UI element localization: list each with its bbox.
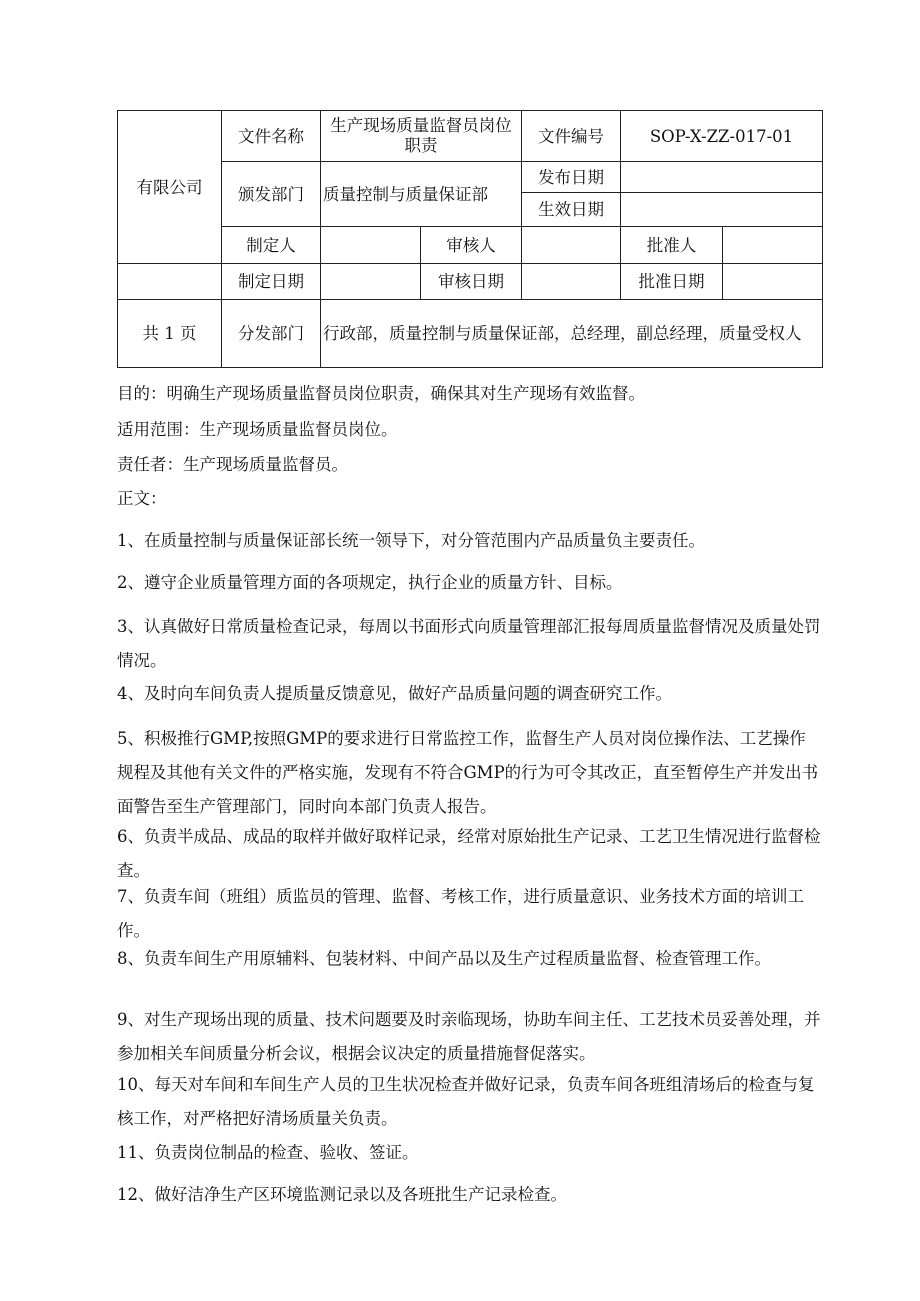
issue-dept-value: 质量控制与质量保证部 — [321, 162, 522, 227]
approve-date-label: 批准日期 — [621, 264, 723, 300]
approve-date-value — [723, 264, 823, 300]
review-date-label: 审核日期 — [421, 264, 522, 300]
main-label: 正文： — [117, 489, 167, 508]
item-5: 5、积极推行GMP,按照GMP的要求进行日常监控工作，监督生产人员对岗位操作法、工艺操作规程及其他有关文件的严格实施，发现有不符合GMP的行为可令其改正，直至暂停生产并发出书面警告至生产管理部门，同时向本部门负责人报告。 — [117, 729, 819, 816]
item-2: 2、遵守企业质量管理方面的各项规定，执行企业的质量方针、目标。 — [117, 573, 623, 592]
author-value — [321, 227, 421, 264]
purpose-text: 目的：明确生产现场质量监督员岗位职责，确保其对生产现场有效监督。 — [117, 384, 645, 403]
review-date-value — [522, 264, 621, 300]
company-name: 有限公司 — [118, 111, 222, 264]
issue-dept-label: 颁发部门 — [222, 162, 321, 227]
author-date-value — [321, 264, 421, 300]
item-4: 4、及时向车间负责人提质量反馈意见，做好产品质量问题的调查研究工作。 — [117, 684, 672, 703]
approver-label: 批准人 — [621, 227, 723, 264]
file-no-label: 文件编号 — [522, 111, 621, 162]
item-10: 10、每天对车间和车间生产人员的卫生状况检查并做好记录，负责车间各班组清场后的检查与复核工作，对严格把好清场质量关负责。 — [117, 1075, 815, 1128]
author-label: 制定人 — [222, 227, 321, 264]
author-date-label: 制定日期 — [222, 264, 321, 300]
scope-text: 适用范围：生产现场质量监督员岗位。 — [117, 420, 398, 439]
item-11: 11、负责岗位制品的检查、验收、签证。 — [117, 1143, 419, 1162]
item-6: 6、负责半成品、成品的取样并做好取样记录，经常对原始批生产记录、工艺卫生情况进行监督检查。 — [117, 827, 821, 880]
distribution-label: 分发部门 — [222, 300, 321, 368]
item-1: 1、在质量控制与质量保证部长统一领导下，对分管范围内产品质量负主要责任。 — [117, 531, 705, 550]
publish-date-value — [621, 162, 823, 193]
page-count: 共 1 页 — [118, 300, 222, 368]
reviewer-value — [522, 227, 621, 264]
file-name-value: 生产现场质量监督员岗位职责 — [321, 111, 522, 162]
item-9: 9、对生产现场出现的质量、技术问题要及时亲临现场，协助车间主任、工艺技术员妥善处理，并参加相关车间质量分析会议，根据会议决定的质量措施督促落实。 — [117, 1010, 821, 1063]
publish-date-label: 发布日期 — [522, 162, 621, 193]
company-cell-spacer — [118, 264, 222, 300]
approver-value — [723, 227, 823, 264]
responsible-text: 责任者：生产现场质量监督员。 — [117, 455, 348, 474]
item-3: 3、认真做好日常质量检查记录，每周以书面形式向质量管理部汇报每周质量监督情况及质量处罚情况。 — [117, 617, 821, 670]
effective-date-label: 生效日期 — [522, 193, 621, 227]
file-no-value: SOP-X-ZZ-017-01 — [621, 111, 823, 162]
document-header-table — [117, 110, 823, 368]
reviewer-label: 审核人 — [421, 227, 522, 264]
item-8: 8、负责车间生产用原辅料、包装材料、中间产品以及生产过程质量监督、检查管理工作。 — [117, 949, 771, 968]
item-7: 7、负责车间（班组）质监员的管理、监督、考核工作，进行质量意识、业务技术方面的培训工作。 — [117, 887, 804, 940]
file-name-label: 文件名称 — [222, 111, 321, 162]
item-12: 12、做好洁净生产区环境监测记录以及各班批生产记录检查。 — [117, 1185, 567, 1204]
distribution-value: 行政部，质量控制与质量保证部，总经理，副总经理，质量受权人 — [321, 300, 823, 368]
effective-date-value — [621, 193, 823, 227]
